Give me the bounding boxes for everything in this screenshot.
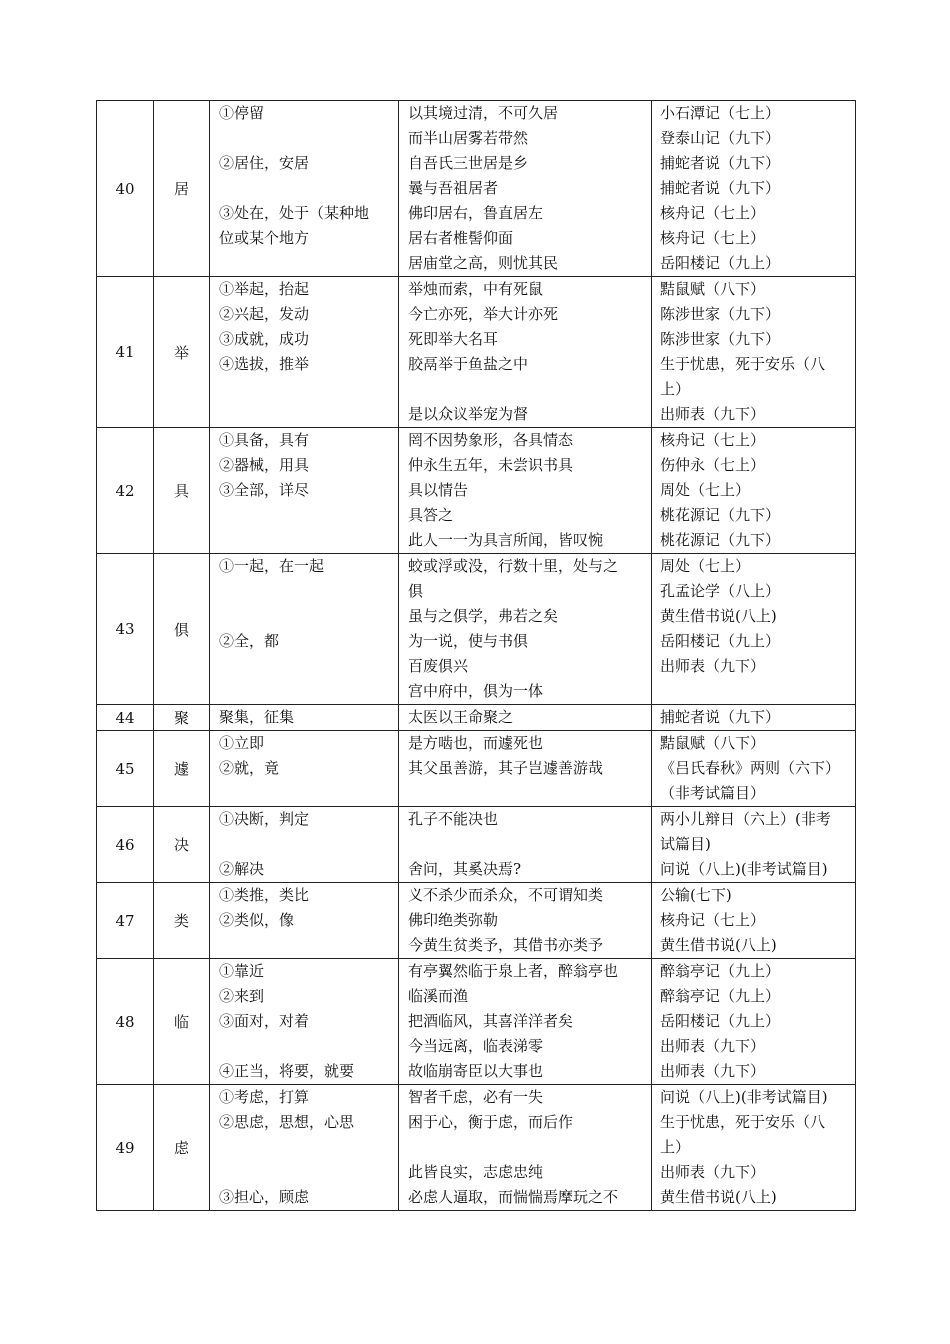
source-line: 黄生借书说(八上) [660,936,777,954]
meaning-line: ②解决 [219,860,265,878]
table-row [97,807,856,883]
meaning-cell [210,731,399,807]
meaning-line: ③担心，顾虑 [219,1188,310,1206]
example-line: 死即举大名耳 [408,330,499,348]
example-line: 把酒临风，其喜洋洋者矣 [408,1012,574,1030]
entry-character: 具 [154,428,210,554]
example-line: 居右者椎髻仰面 [408,229,514,247]
example-line: 太医以王命聚之 [408,708,514,726]
meaning-line: ④正当，将要，就要 [219,1062,355,1080]
meaning-line: ①决断，判定 [219,810,310,828]
example-line: 是以众议举宠为督 [408,405,529,423]
source-cell [652,883,856,959]
meaning-line [210,654,398,679]
source-line: 公输(七下) [660,886,732,904]
example-line: 俱 [408,582,424,600]
meaning-line [210,933,398,958]
meaning-line [210,503,398,528]
source-line: 上） [660,1138,691,1156]
source-line: 问说（八上)(非考试篇目) [660,1088,828,1106]
meaning-cell [210,554,399,705]
meaning-cell [210,277,399,428]
meaning-line [210,377,398,402]
meaning-line [210,604,398,629]
example-line: 智者千虑，必有一失 [408,1088,544,1106]
entry-number: 44 [97,705,154,731]
meaning-line: ①举起，抬起 [219,280,310,298]
entry-character: 遽 [154,731,210,807]
source-cell [652,807,856,883]
meaning-line [210,402,398,427]
table-row [97,428,856,554]
example-line: 其父虽善游，其子岂遽善游哉 [408,759,604,777]
example-line: 曩与吾祖居者 [408,179,499,197]
meaning-line [210,781,398,806]
meaning-line: ③成就，成功 [219,330,310,348]
meaning-line [210,176,398,201]
example-line: 具答之 [408,506,454,524]
source-line: 醉翁亭记（九上） [660,987,781,1005]
example-line: 百废俱兴 [408,657,469,675]
example-line: 佛印居右，鲁直居左 [408,204,544,222]
example-line: 为一说，使与书俱 [408,632,529,650]
source-line: 问说（八上)(非考试篇目) [660,860,828,878]
example-line: 仲永生五年，未尝识书具 [408,456,574,474]
example-line [399,832,651,857]
vocabulary-table-body [97,101,856,1211]
entry-number: 42 [97,428,154,554]
meaning-line: 位或某个地方 [219,229,310,247]
entry-number: 49 [97,1085,154,1211]
source-line: 核舟记（七上） [660,911,766,929]
source-cell [652,277,856,428]
example-line [399,781,651,806]
entry-number: 46 [97,807,154,883]
source-line: 核舟记（七上） [660,229,766,247]
example-line: 胶鬲举于鱼盐之中 [408,355,529,373]
table-row [97,277,856,428]
example-cell [399,428,652,554]
example-line: 有亭翼然临于泉上者，醉翁亭也 [408,962,619,980]
example-cell [399,101,652,277]
example-line: 具以情告 [408,481,469,499]
source-line: 生于忧患，死于安乐（八 [660,1113,826,1131]
meaning-line: ②兴起，发动 [219,305,310,323]
example-line: 以其境过清，不可久居 [408,104,559,122]
entry-character: 类 [154,883,210,959]
entry-character: 临 [154,959,210,1085]
source-line: 捕蛇者说（九下） [660,154,781,172]
source-line: 黄生借书说(八上) [660,607,777,625]
source-line: 上） [660,380,691,398]
source-cell [652,705,856,731]
meaning-line: ①靠近 [219,962,265,980]
meaning-line: ①类推，类比 [219,886,310,904]
example-line: 自吾氏三世居是乡 [408,154,529,172]
example-cell [399,807,652,883]
entry-number: 45 [97,731,154,807]
meaning-cell [210,428,399,554]
meaning-line: ③全部，详尽 [219,481,310,499]
example-line: 而半山居雾若带然 [408,129,529,147]
source-line [652,679,855,704]
meaning-line: ①具备，具有 [219,431,310,449]
table-row [97,1085,856,1211]
entry-number: 47 [97,883,154,959]
meaning-line: ②居住，安居 [219,154,310,172]
source-line: 陈涉世家（九下） [660,305,781,323]
example-line: 举烛而索，中有死鼠 [408,280,544,298]
meaning-line: 聚集，征集 [219,708,295,726]
source-cell [652,428,856,554]
meaning-cell [210,1085,399,1211]
entry-character: 举 [154,277,210,428]
source-line: 周处（七上） [660,481,751,499]
source-line: 陈涉世家（九下） [660,330,781,348]
meaning-line: ④选拔，推举 [219,355,310,373]
meaning-line [210,126,398,151]
entry-number: 40 [97,101,154,277]
example-line: 是方啮也，而遽死也 [408,734,544,752]
source-line: 黠鼠赋（八下） [660,280,766,298]
source-line: 桃花源记（九下） [660,506,781,524]
source-line: （非考试篇目） [660,784,766,802]
example-line: 困于心，衡于虑，而后作 [408,1113,574,1131]
example-line: 故临崩寄臣以大事也 [408,1062,544,1080]
source-line: 出师表（九下） [660,405,766,423]
meaning-line [210,679,398,704]
source-line: 岳阳楼记（九上） [660,1012,781,1030]
source-line: 岳阳楼记（九上） [660,632,781,650]
meaning-line: ②就，竟 [219,759,280,777]
source-line: 伤仲永（七上） [660,456,766,474]
example-line: 此人一一为具言所闻，皆叹惋 [408,531,604,549]
meaning-line: ①考虑，打算 [219,1088,310,1106]
table-row [97,101,856,277]
meaning-cell [210,959,399,1085]
source-line: 出师表（九下） [660,657,766,675]
source-line: 捕蛇者说（九下） [660,179,781,197]
example-line: 虽与之俱学，弗若之矣 [408,607,559,625]
example-cell [399,883,652,959]
meaning-line [210,1160,398,1185]
example-line: 义不杀少而杀众，不可谓知类 [408,886,604,904]
meaning-cell [210,705,399,731]
example-cell [399,554,652,705]
source-line: 登泰山记（九下） [660,129,781,147]
source-line: 孔孟论学（八上） [660,582,781,600]
example-cell [399,705,652,731]
example-line [399,377,651,402]
source-line: 桃花源记（九下） [660,531,781,549]
source-line: 试篇目) [660,835,711,853]
source-line: 《吕氏春秋》两则（六下） [660,759,841,777]
meaning-line: ②思虑，思想，心思 [219,1113,355,1131]
source-line: 出师表（九下） [660,1062,766,1080]
meaning-line: ①停留 [219,104,265,122]
source-cell [652,959,856,1085]
example-line: 孔子不能决也 [408,810,499,828]
entry-character: 虑 [154,1085,210,1211]
meaning-line [210,579,398,604]
source-line: 生于忧患，死于安乐（八 [660,355,826,373]
source-line: 小石潭记（七上） [660,104,781,122]
example-line: 舍问，其奚决焉? [408,860,522,878]
example-cell [399,731,652,807]
example-line: 蛟或浮或没，行数十里，处与之 [408,557,619,575]
source-line: 出师表（九下） [660,1163,766,1181]
source-line: 出师表（九下） [660,1037,766,1055]
example-line: 佛印绝类弥勒 [408,911,499,929]
source-cell [652,101,856,277]
meaning-cell [210,101,399,277]
meaning-line: ①立即 [219,734,265,752]
example-line: 居庙堂之高，则忧其民 [408,254,559,272]
source-cell [652,731,856,807]
entry-character: 居 [154,101,210,277]
example-line: 罔不因势象形，各具情态 [408,431,574,449]
entry-number: 41 [97,277,154,428]
example-line: 宫中府中，俱为一体 [408,682,544,700]
entry-number: 48 [97,959,154,1085]
source-line: 两小儿辩日（六上）(非考 [660,810,831,828]
table-row [97,554,856,705]
example-line [399,1135,651,1160]
example-cell [399,1085,652,1211]
example-line: 临溪而渔 [408,987,469,1005]
example-cell [399,959,652,1085]
source-line: 岳阳楼记（九上） [660,254,781,272]
example-line: 今当远离，临表涕零 [408,1037,544,1055]
source-line: 核舟记（七上） [660,431,766,449]
meaning-line: ②来到 [219,987,265,1005]
table-row [97,731,856,807]
meaning-cell [210,807,399,883]
meaning-line [210,832,398,857]
meaning-line [210,1135,398,1160]
source-cell [652,1085,856,1211]
source-line: 黄生借书说(八上) [660,1188,777,1206]
meaning-line: ②类似，像 [219,911,295,929]
example-line: 必虑人逼取，而惴惴焉摩玩之不 [408,1188,619,1206]
table-row [97,959,856,1085]
meaning-cell [210,883,399,959]
meaning-line: ②器械，用具 [219,456,310,474]
meaning-line [210,1034,398,1059]
table-row [97,883,856,959]
source-line: 核舟记（七上） [660,204,766,222]
entry-number: 43 [97,554,154,705]
source-cell [652,554,856,705]
meaning-line [210,251,398,276]
meaning-line [210,528,398,553]
meaning-line: ②全，都 [219,632,280,650]
meaning-line: ①一起，在一起 [219,557,325,575]
source-line: 周处（七上） [660,557,751,575]
source-line: 醉翁亭记（九上） [660,962,781,980]
entry-character: 决 [154,807,210,883]
example-line: 今黄生贫类予，其借书亦类予 [408,936,604,954]
example-line: 今亡亦死，举大计亦死 [408,305,559,323]
meaning-line: ③处在，处于（某种地 [219,204,370,222]
entry-character: 聚 [154,705,210,731]
entry-character: 俱 [154,554,210,705]
source-line: 捕蛇者说（九下） [660,708,781,726]
table-row [97,705,856,731]
source-line: 黠鼠赋（八下） [660,734,766,752]
example-line: 此皆良实，志虑忠纯 [408,1163,544,1181]
example-cell [399,277,652,428]
vocabulary-table [96,100,856,1211]
meaning-line: ③面对，对着 [219,1012,310,1030]
